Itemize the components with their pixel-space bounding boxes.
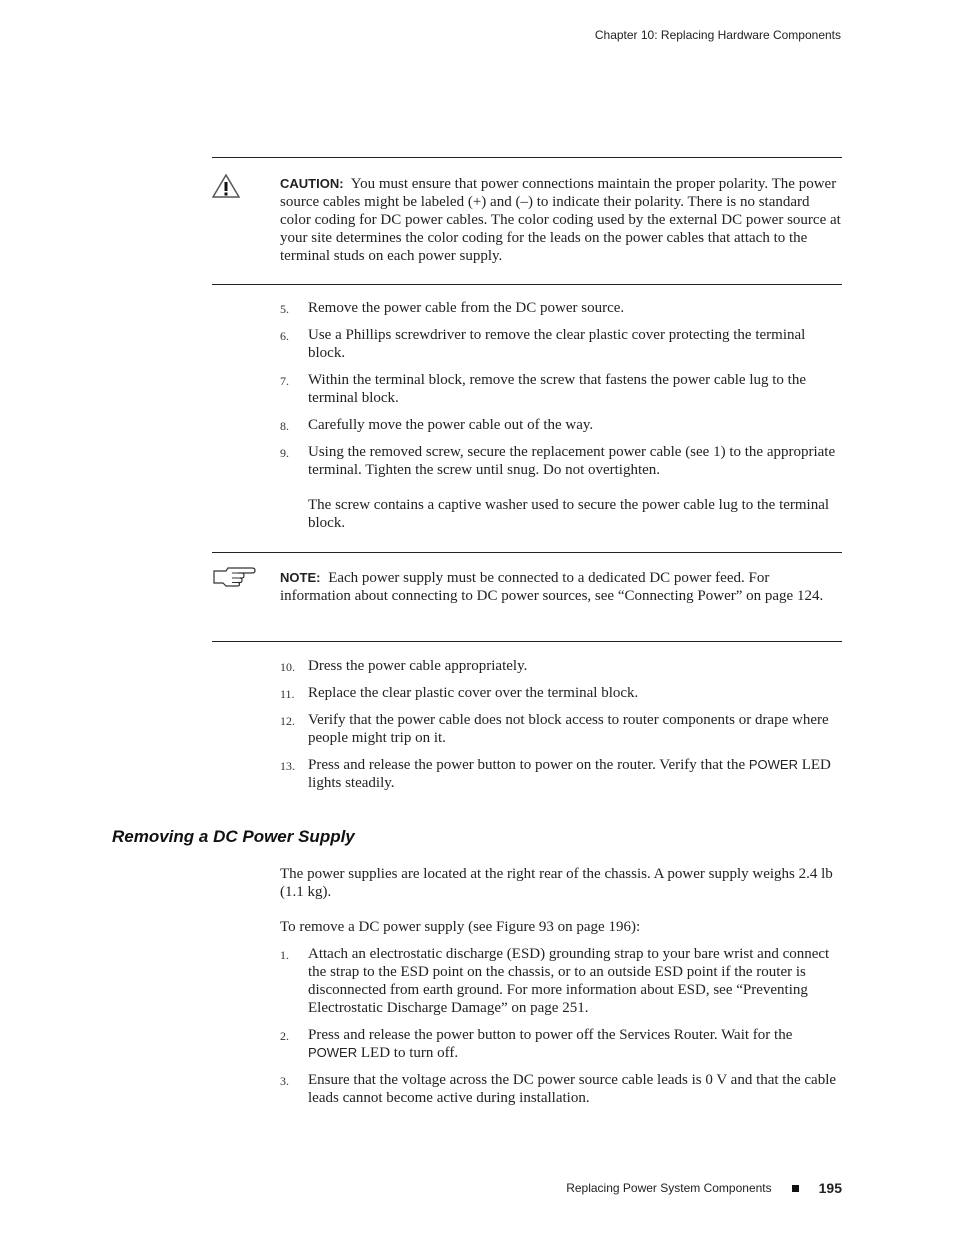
- list-item: [280, 326, 842, 362]
- list-item: [280, 657, 842, 675]
- step-text: Carefully move the power cable out of the way.: [308, 417, 594, 433]
- page-footer: [566, 1180, 842, 1196]
- section-procedure-intro: To remove a DC power supply (see Figure 93 on page 196):: [280, 919, 641, 935]
- step-number: 5.: [280, 302, 289, 316]
- step-number: 2.: [280, 1029, 289, 1043]
- note-callout: [212, 552, 842, 642]
- note-label: NOTE:: [280, 570, 321, 585]
- step-text: Press and release the power button to power off the Services Router. Wait for the: [308, 1027, 793, 1043]
- procedure-steps-c: [280, 945, 842, 1116]
- pointing-hand-icon: [212, 565, 256, 592]
- note-text-block: [280, 553, 842, 605]
- list-item: [280, 1026, 842, 1062]
- step-number: 6.: [280, 329, 289, 343]
- list-item: [280, 684, 842, 702]
- list-item: [280, 371, 842, 407]
- list-item: [280, 711, 842, 747]
- step-number: 11.: [280, 687, 295, 701]
- warning-triangle-icon: [212, 174, 240, 203]
- power-keyword: POWER: [308, 1045, 358, 1060]
- section-intro-paragraph: The power supplies are located at the right rear of the chassis. A power supply weighs 2.4 lb (1.1 kg).: [280, 866, 833, 900]
- step-number: 1.: [280, 948, 289, 962]
- step-number: 9.: [280, 446, 289, 460]
- procedure-steps-a: [280, 299, 842, 541]
- step-text: Press and release the power button to power on the router. Verify that the: [308, 757, 749, 773]
- list-item: [280, 945, 842, 1017]
- step-text: Attach an electrostatic discharge (ESD) grounding strap to your bare wrist and connect the strap to the ESD point on the chassis, or to an outside ESD point if the router is disconnected from earth ground. For more information about ESD, see “Preventing Electrostatic Discharge Damage” on page 251.: [308, 946, 830, 1016]
- caution-callout: [212, 157, 842, 285]
- page-number: 195: [818, 1180, 842, 1196]
- list-item: [280, 756, 842, 792]
- step-text: Verify that the power cable does not block access to router components or drape where people might trip on it.: [308, 712, 829, 746]
- step-text: Within the terminal block, remove the screw that fastens the power cable lug to the terminal block.: [308, 372, 806, 406]
- footer-separator-square: [792, 1185, 799, 1192]
- step-number: 10.: [280, 660, 295, 674]
- note-text: Each power supply must be connected to a dedicated DC power feed. For information about connecting to DC power sources, see “Connecting Power” on page 124.: [280, 570, 824, 604]
- section-heading: Removing a DC Power Supply: [112, 827, 355, 846]
- list-item: [280, 443, 842, 532]
- step-number: 3.: [280, 1074, 289, 1088]
- step-text: Remove the power cable from the DC power source.: [308, 300, 625, 316]
- list-item: [280, 416, 842, 434]
- list-item: [280, 1071, 842, 1107]
- step-number: 8.: [280, 419, 289, 433]
- step-text: Ensure that the voltage across the DC power source cable leads is 0 V and that the cable leads cannot become active during installation.: [308, 1072, 837, 1106]
- step-text: Dress the power cable appropriately.: [308, 658, 528, 674]
- step-text-after: LED to turn off.: [357, 1045, 459, 1061]
- step-number: 12.: [280, 714, 295, 728]
- caution-label: CAUTION:: [280, 176, 344, 191]
- step-text: Use a Phillips screwdriver to remove the clear plastic cover protecting the terminal block.: [308, 327, 806, 361]
- list-item: [280, 299, 842, 317]
- step-number: 13.: [280, 759, 295, 773]
- step-text: Replace the clear plastic cover over the terminal block.: [308, 685, 639, 701]
- step-number: 7.: [280, 374, 289, 388]
- power-keyword: POWER: [748, 757, 798, 772]
- step-extra-text: The screw contains a captive washer used to secure the power cable lug to the terminal block.: [308, 497, 830, 531]
- footer-section-name: Replacing Power System Components: [566, 1181, 772, 1195]
- caution-text-block: [280, 158, 842, 265]
- caution-text: You must ensure that power connections maintain the proper polarity. The power source cables might be labeled (+) and (–) to indicate their polarity. There is no standard color coding for DC power cables. The color coding used by the external DC power source at your site determines the color coding for the leads on the power cables that attach to the terminal studs on each power supply.: [280, 176, 841, 264]
- step-text-after: LED lights steadily.: [308, 757, 831, 791]
- running-header: Chapter 10: Replacing Hardware Components: [594, 28, 841, 42]
- step-text: Using the removed screw, secure the replacement power cable (see 1) to the appropriate terminal. Tighten the screw until snug. Do not overtighten.: [308, 444, 836, 478]
- procedure-steps-b: [280, 657, 842, 801]
